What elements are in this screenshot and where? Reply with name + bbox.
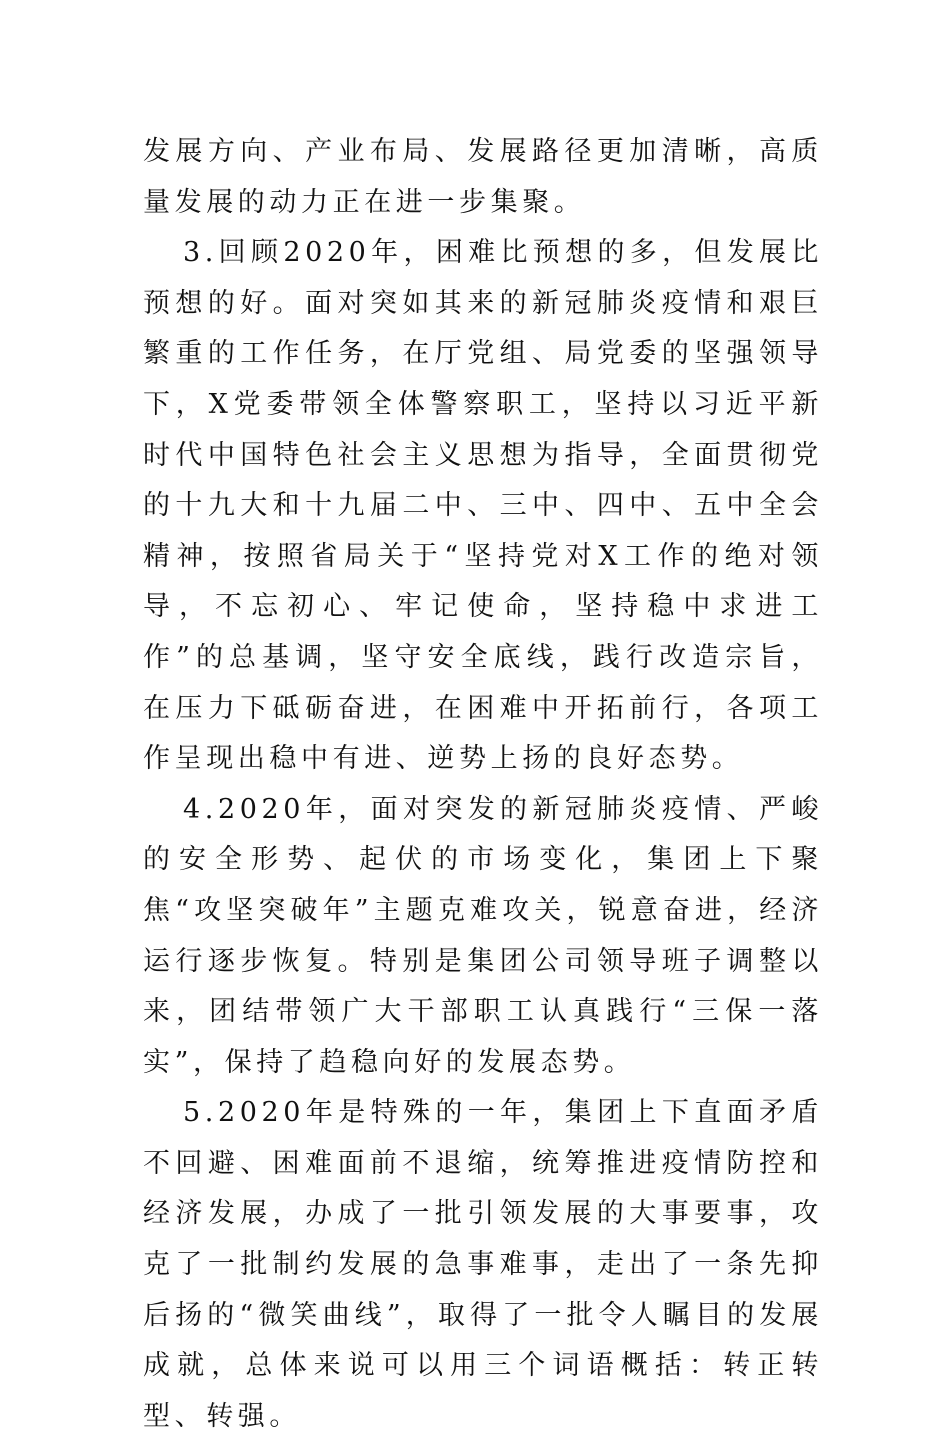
paragraph-item-3: 3.回顾2020年，困难比预想的多，但发展比预想的好。面对突如其来的新冠肺炎疫情和艰巨繁重的工作任务，在厅党组、局党委的坚强领导下，X党委带领全体警察职工，坚持以习近平新时代中国特色社会主义思想为指导，全面贯彻党的十九大和十九届二中、三中、四中、五中全会精神，按照省局关于“坚持党对X工作的绝对领导，不忘初心、牢记使命，坚持稳中求进工作”的总基调，坚守安全底线，践行改造宗旨，在压力下砥砺奋进，在困难中开拓前行，各项工作呈现出稳中有进、逆势上扬的良好态势。 bbox=[143, 237, 823, 775]
paragraph-continuation: 发展方向、产业布局、发展路径更加清晰，高质量发展的动力正在进一步集聚。 bbox=[143, 136, 823, 218]
paragraph-item-4: 4.2020年，面对突发的新冠肺炎疫情、严峻的安全形势、起伏的市场变化，集团上下聚焦“攻坚突破年”主题克难攻关，锐意奋进，经济运行逐步恢复。特别是集团公司领导班子调整以来，团结带领广大干部职工认真践行“三保一落实”，保持了趋稳向好的发展态势。 bbox=[143, 793, 823, 1078]
document-body bbox=[143, 127, 823, 1442]
paragraph-item-5: 5.2020年是特殊的一年，集团上下直面矛盾不回避、困难面前不退缩，统筹推进疫情防控和经济发展，办成了一批引领发展的大事要事，攻克了一批制约发展的急事难事，走出了一条先抑后扬的“微笑曲线”，取得了一批令人瞩目的发展成就，总体来说可以用三个词语概括：转正转型、转强。 bbox=[143, 1097, 823, 1432]
